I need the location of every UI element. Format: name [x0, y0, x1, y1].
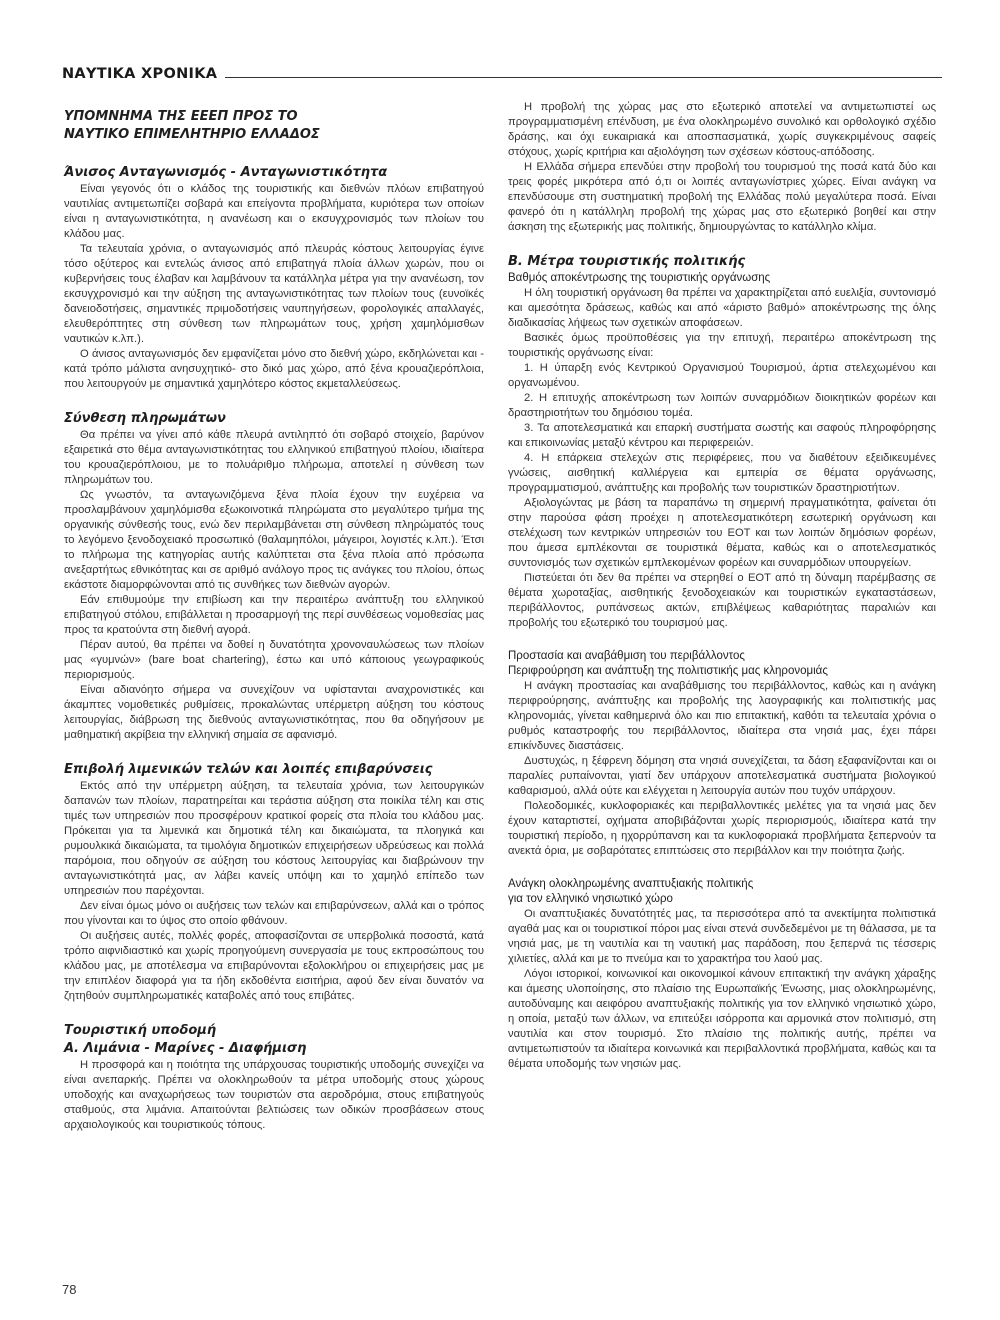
- paragraph: Πιστεύεται ότι δεν θα πρέπει να στερηθεί ο ΕΟΤ από τη δύναμη παρέμβασης σε θέματα χωροταξίας, αισθητικής ξενοδοχειακών και τουριστικών εγκαταστάσεων, περιβάλλοντος, ρυπάνσεως ακτών, επιβλέψεως καθαριότητας παραλιών και προβολής του εξωτερικό του τουρισμού μας.: [508, 572, 936, 629]
- section-subheading: Βαθμός αποκέντρωσης της τουριστικής οργάνωσης: [508, 272, 771, 284]
- section-subheading: Α. Λιμάνια - Μαρίνες - Διαφήμιση: [64, 1041, 307, 1056]
- paragraph: Ο άνισος ανταγωνισμός δεν εμφανίζεται μόνο στο διεθνή χώρο, εκδηλώνεται και - κατά τρόπο μάλιστα ανησυχητικό- στο δικό μας χώρο, από ξένα κρουαζιερόπλοια, που λειτουργούν με σημαντικά χαμηλότερο κόστος εκμεταλλεύσεως.: [64, 348, 484, 390]
- article-title-line1: ΥΠΟΜΝΗΜΑ ΤΗΣ ΕΕΕΠ ΠΡΟΣ ΤΟ: [64, 109, 298, 124]
- article-title: [64, 108, 484, 144]
- section-heading: Άνισος Ανταγωνισμός - Ανταγωνιστικότητα: [64, 165, 388, 180]
- section-heading: Σύνθεση πληρωμάτων: [64, 411, 226, 426]
- list-item: 4. Η επάρκεια στελεχών στις περιφέρειες, που να διαθέτουν εξειδικευμένες γνώσεις, αισθητική καλλιέργεια και εμπειρία σε θέματα οργάνωσης, προγραμματισμού, ανάπτυξης και προβολής των τουριστικών δραστηριοτήτων.: [508, 452, 936, 494]
- paragraph: Η Ελλάδα σήμερα επενδύει στην προβολή του τουρισμού της ποσά κατά δύο και τρεις φορές μικρότερα από ό,τι οι λοιπές ανταγωνίστριες χώρες. Είναι ανάγκη να επενδύσουμε στη συστηματική προβολή της Ελλάδας πολύ μεγαλύτερα ποσά. Είναι φανερό ότι η κατάλληλη προβολή της χώρας μας στο εξωτερικό βοηθεί και στην άσκηση της εξωτερικής μας πολιτικής, δημιουργώντας το κατάλληλο κλίμα.: [508, 161, 936, 233]
- paragraph: Εκτός από την υπέρμετρη αύξηση, τα τελευταία χρόνια, των λειτουργικών δαπανών των πλοίων, παρατηρείται και τεράστια αύξηση στα ποικίλα τέλη και στις τιμές των υπηρεσιών που προσφέρουν κρατικοί φορείς στα πλοία του κλάδου μας. Πρόκειται για τα λιμενικά και δημοτικά τέλη και δικαιώματα, τα πλοηγικά και ρυμουλκικά δικαιώματα, τα τιμολόγια δημοτικών επιχειρήσεων υδρεύσεως και πολλά παρόμοια, που οδηγούν σε αύξηση του κόστους λειτουργίας και διαβρώνουν την ανταγωνιστικότητά μας, αν λάβει κανείς υπόψη και το χαμηλό επίπεδο των υπηρεσιών που παρέχονται.: [64, 780, 484, 897]
- section-subheading: για τον ελληνικό νησιωτικό χώρο: [508, 893, 673, 905]
- paragraph: Τα τελευταία χρόνια, ο ανταγωνισμός από πλευράς κόστους λειτουργίας έγινε τόσο οξύτερος και εντελώς άνισος από επιβατηγά πλοία άλλων χωρών, που οι κυβερνήσεις τους έλαβαν και λαμβάνουν τα κατάλληλα μέτρα για την ανανέωση, τον εκσυγχρονισμό και την αύξηση της ανταγωνιστικότητας των πλοίων τους (ευνοϊκές δανειοδοτήσεις, σημαντικές πριμοδοτήσεις ναυπηγήσεων, φορολογικές απαλλαγές, ελευθερόπτητες στη σύνθεση των πληρωμάτων τους, χρήση χαμηλόμισθων ναυτικών κ.λπ.).: [64, 243, 484, 345]
- paragraph: Οι αυξήσεις αυτές, πολλές φορές, αποφασίζονται σε υπερβολικά ποσοστά, κατά τρόπο αιφνιδιαστικό και χωρίς προηγούμενη συνεργασία με τους εκπροσώπους του κλάδου μας, με αποτέλεσμα να επιβαρύνονται εξολοκλήρου οι επιχειρήσεις μας με την επιπλέον διαφορά για τα ήδη εκδοθέντα εισιτήρια, αφού δεν είναι δυνατόν να ζητηθούν συμπληρωματικές καταβολές από τους επιβάτες.: [64, 930, 484, 1002]
- paragraph: Οι αναπτυξιακές δυνατότητές μας, τα περισσότερα από τα ανεκτίμητα πολιτιστικά αγαθά μας και οι τουριστικοί πόροι μας είναι στενά συνδεδεμένοι με τη θάλασσα, με τα νησιά μας, με τη ναυτιλία και τη ναυτική μας παράδοση, που ξεπερνά τις τέσσερις χιλιετίες, αλλά και με το πνεύμα και το χαρακτήρα του λαού μας.: [508, 908, 936, 965]
- paragraph: Εάν επιθυμούμε την επιβίωση και την περαιτέρω ανάπτυξη του ελληνικού επιβατηγού στόλου, επιβάλλεται η προσαρμογή της περί συνθέσεως νομοθεσίας μας προς τα κρατούντα στη διεθνή αγορά.: [64, 594, 484, 636]
- paragraph: Λόγοι ιστορικοί, κοινωνικοί και οικονομικοί κάνουν επιτακτική την ανάγκη χάραξης και άμεσης υλοποίησης, στο πλαίσιο της Ευρωπαϊκής Ένωσης, μιας ολοκληρωμένης, αυτοδύναμης και αειφόρου αναπτυξιακής πολιτικής για τον ελληνικό νησιωτικό χώρο, η οποία, μεταξύ των άλλων, να επιτεύξει ισόρροπα και αρμονικά στον πολιτισμό, στη ναυτιλία και στον τουρισμό. Στο πλαίσιο της πολιτικής αυτής, πρέπει να αντιμετωπιστούν τα ιδιαίτερα κοινωνικά και περιβαλλοντικά προβλήματα, καθώς και τα θέματα υποδομής των νησιών μας.: [508, 968, 936, 1070]
- paragraph: Δυστυχώς, η ξέφρενη δόμηση στα νησιά συνεχίζεται, τα δάση εξαφανίζονται και οι παραλίες ρυπαίνονται, γιατί δεν υπάρχουν αποτελεσματικά συστήματα βιολογικού καθαρισμού, αλλά ούτε και ελέγχεται η λειτουργία αυτών που τυχόν υπάρχουν.: [508, 755, 936, 797]
- section-heading: Ανάγκη ολοκληρωμένης αναπτυξιακής πολιτικής: [508, 878, 754, 890]
- section-heading: Επιβολή λιμενικών τελών και λοιπές επιβαρύνσεις: [64, 762, 433, 777]
- page-header: [62, 62, 942, 82]
- paragraph: Δεν είναι όμως μόνο οι αυξήσεις των τελών και επιβαρύνσεων, αλλά και ο τρόπος που γίνονται και το ύψος στο οποίο φθάνουν.: [64, 900, 484, 927]
- paragraph: Είναι αδιανόητο σήμερα να συνεχίζουν να υφίστανται αναχρονιστικές και άκαμπτες νομοθετικές ρυθμίσεις, προκαλώντας υπέρμετρη αύξηση του κόστους λειτουργίας, διάβρωση της διεθνούς ανταγωνιστικότητας, που θα οδηγήσουν με μαθηματική ακρίβεια την ελληνική σημαία σε αφανισμό.: [64, 684, 484, 741]
- section-heading: Τουριστική υποδομή: [64, 1023, 217, 1038]
- paragraph: Πέραν αυτού, θα πρέπει να δοθεί η δυνατότητα χρονοναυλώσεως των πλοίων μας «γυμνών» (bare boat chartering), έστω και υπό κάποιους γεωγραφικούς περιορισμούς.: [64, 639, 484, 681]
- section-heading: Προστασία και αναβάθμιση του περιβάλλοντος: [508, 650, 745, 662]
- right-column: [508, 100, 936, 1072]
- list-item: 1. Η ύπαρξη ενός Κεντρικού Οργανισμού Τουρισμού, άρτια στελεχωμένου και οργανωμένου.: [508, 362, 936, 389]
- paragraph: Η ανάγκη προστασίας και αναβάθμισης του περιβάλλοντος, καθώς και η ανάγκη περιφρούρησης, ανάπτυξης και προβολής της λαογραφικής και πολιτιστικής μας κληρονομιάς, γίνεται καθημερινά όλο και πιο επιτακτική, καθότι τα τελευταία χρόνια ο ρυθμός καταστροφής του περιβάλλοντος, ιδιαίτερα στα νησιά μας, έχει πάρει επικίνδυνες διαστάσεις.: [508, 680, 936, 752]
- magazine-title: ΝΑΥΤΙΚΑ ΧΡΟΝΙΚΑ: [62, 66, 218, 82]
- paragraph: Η προσφορά και η ποιότητα της υπάρχουσας τουριστικής υποδομής συνεχίζει να είναι ανεπαρκής. Πρέπει να ολοκληρωθούν τα μέτρα υποδομής στους χώρους υποδοχής και αναχωρήσεως των τουριστών στα αεροδρόμια, στους επιβατηγούς σταθμούς, στα λιμάνια. Απαιτούνται βελτιώσεις των οδικών προσβάσεων στους αρχαιολογικούς και τουριστικούς τόπους.: [64, 1059, 484, 1131]
- paragraph: Η προβολή της χώρας μας στο εξωτερικό αποτελεί να αντιμετωπιστεί ως προγραμματισμένη επένδυση, με ένα ολοκληρωμένο συνολικό και ορθολογικό σχέδιο δράσης, και όχι ευκαιριακά και αποσπασματικά, χωρίς συγκεκριμένους σαφείς στόχους, χωρίς κριτήρια και αξιολόγηση των σχέσεων κόστους-απόδοσης.: [508, 101, 936, 158]
- article-title-line2: ΝΑΥΤΙΚΟ ΕΠΙΜΕΛΗΤΗΡΙΟ ΕΛΛΑΔΟΣ: [64, 127, 320, 142]
- paragraph: Θα πρέπει να γίνει από κάθε πλευρά αντιληπτό ότι σοβαρό στοιχείο, βαρύνον εξαιρετικά στο θέμα ανταγωνιστικότητας του ελληνικού επιβατηγού πλοίου, ιδιαίτερα του κρουαζιερόπλοιου, με το πολυάριθμο πλήρωμα, αποτελεί η σύνθεση των πληρωμάτων του.: [64, 429, 484, 486]
- paragraph: Αξιολογώντας με βάση τα παραπάνω τη σημερινή πραγματικότητα, φαίνεται ότι στην παρούσα φάση προέχει η αποτελεσματικότερη εσωτερική οργάνωση και στελέχωση των κεντρικών υπηρεσιών του ΕΟΤ και των λοιπών δημόσιων φορέων, που άμεσα εμπλέκονται σε τουριστικά θέματα, καθώς και ο αποτελεσματικός συντονισμός των σχετικών εμπλεκομένων φορέων και συναρμόδιων υπουργείων.: [508, 497, 936, 569]
- list-item: 2. Η επιτυχής αποκέντρωση των λοιπών συναρμόδιων διοικητικών φορέων και δραστηριοτήτων του δημόσιου τομέα.: [508, 392, 936, 419]
- page-number: 78: [62, 1282, 77, 1297]
- left-column: [64, 108, 484, 1133]
- section-heading: Β. Μέτρα τουριστικής πολιτικής: [508, 254, 746, 269]
- paragraph: Είναι γεγονός ότι ο κλάδος της τουριστικής και διεθνών πλόων επιβατηγού ναυτιλίας αντιμετωπίζει σοβαρά και επείγοντα προβλήματα, κυριότερα των οποίων είναι η ανταγωνιστικότητα, η ανανέωση και ο εκσυγχρονισμός των πλοίων του κλάδου μας.: [64, 183, 484, 240]
- header-rule: [225, 77, 942, 78]
- paragraph: Ως γνωστόν, τα ανταγωνιζόμενα ξένα πλοία έχουν την ευχέρεια να προσλαμβάνουν χαμηλόμισθα εξωκοινοτικά πληρώματα στο μεγαλύτερο τμήμα της οργανικής σύνθεσής τους, ενώ δεν περιλαμβάνεται στη σύνθεση πληρώματός τους το λεγόμενο ξενοδοχειακό προσωπικό (θαλαμηπόλοι, μάγειροι, λογιστές κ.λπ.). Έτσι το πλήρωμα της κατηγορίας αυτής καλύπτεται στα ξένα πλοία από πρόσωπα ανεξαρτήτως εθνικότητας και σε αριθμό ανάλογο προς τις ανάγκες του πλοίου, όπως εκάστοτε διαμορφώνονται από τις συνθήκες των διεθνών αγορών.: [64, 489, 484, 591]
- list-item: 3. Τα αποτελεσματικά και επαρκή συστήματα σωστής και σαφούς πληροφόρησης και επικοινωνίας μεταξύ κέντρου και περιφερειών.: [508, 422, 936, 449]
- paragraph: Η όλη τουριστική οργάνωση θα πρέπει να χαρακτηρίζεται από ευελιξία, συντονισμό και αμεσότητα δράσεως, καθώς και από «άριστο βαθμό» αποκέντρωσης της όλης διαδικασίας λήψεως των σχετικών αποφάσεων.: [508, 287, 936, 329]
- paragraph: Βασικές όμως προϋποθέσεις για την επιτυχή, περαιτέρω αποκέντρωση της τουριστικής οργάνωσης είναι:: [508, 332, 936, 359]
- paragraph: Πολεοδομικές, κυκλοφοριακές και περιβαλλοντικές μελέτες για τα νησιά μας δεν έχουν καταρτιστεί, οχήματα αποβιβάζονται χωρίς περιορισμούς, ιδιαίτερα κατά την τουριστική περίοδο, η ηχορρύπανση και τα κυκλοφοριακά προβλήματα ξεπερνούν τα ανεκτά όρια, με σοβαρότατες επιπτώσεις στο περιβάλλον και την ποιότητα ζωής.: [508, 800, 936, 857]
- section-subheading: Περιφρούρηση και ανάπτυξη της πολιτιστικής μας κληρονομιάς: [508, 665, 828, 677]
